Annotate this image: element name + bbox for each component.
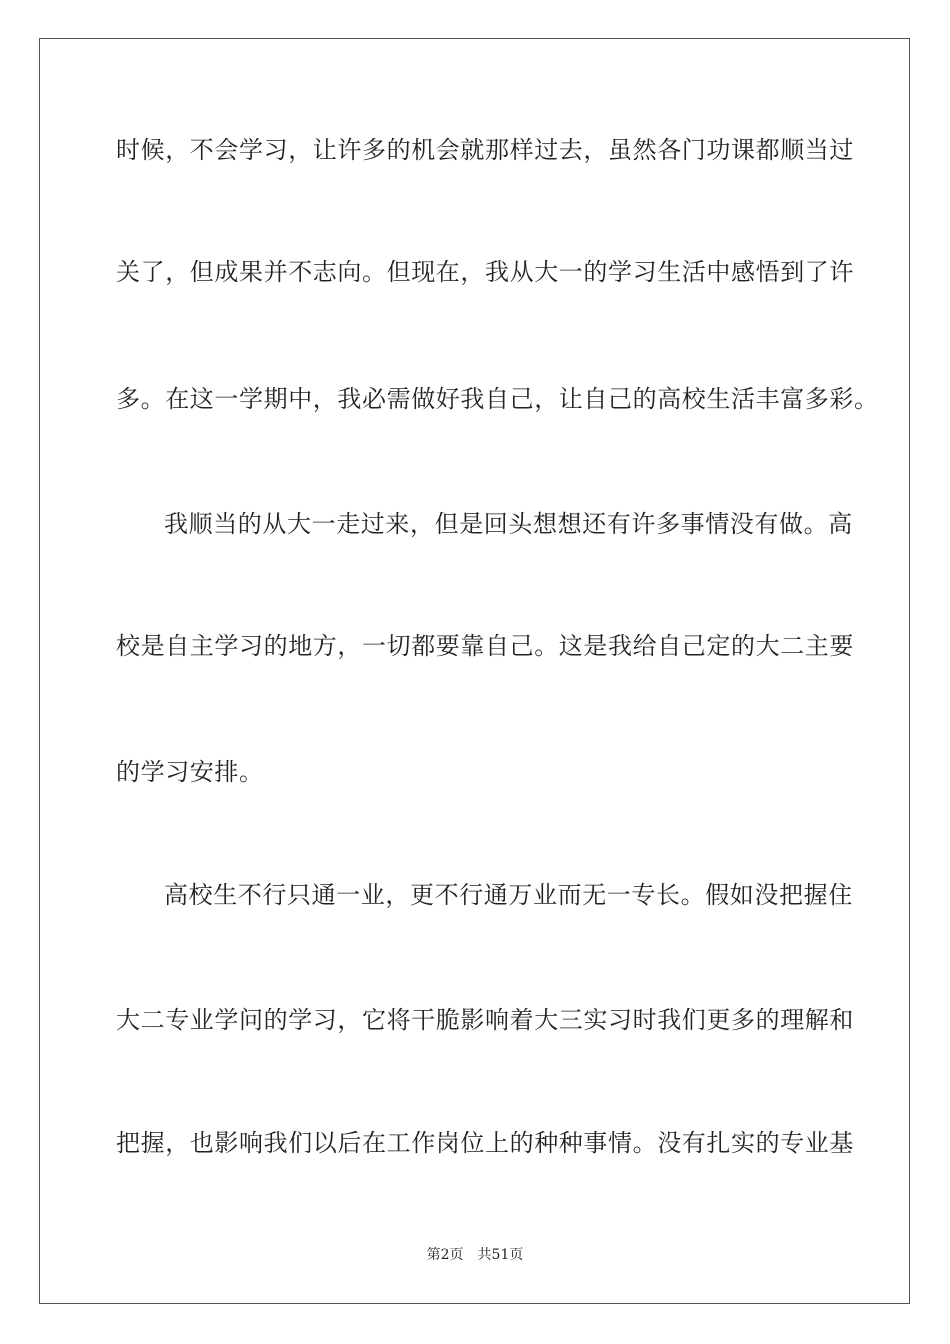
body-text-line: 时候，不会学习，让许多的机会就那样过去，虽然各门功课都顺当过 (116, 136, 854, 164)
body-text-line: 我顺当的从大一走过来，但是回头想想还有许多事情没有做。高 (164, 510, 853, 538)
body-text-line: 大二专业学问的学习，它将干脆影响着大三实习时我们更多的理解和 (116, 1006, 854, 1034)
body-text-line: 的学习安排。 (116, 758, 264, 786)
body-text-line: 把握，也影响我们以后在工作岗位上的种种事情。没有扎实的专业基 (116, 1129, 854, 1157)
body-text-line: 高校生不行只通一业，更不行通万业而无一专长。假如没把握住 (164, 881, 853, 909)
page-footer (0, 1245, 950, 1265)
page-total: 共51页 (477, 1247, 524, 1263)
body-text-line: 校是自主学习的地方，一切都要靠自己。这是我给自己定的大二主要 (116, 632, 854, 660)
body-text-line: 多。在这一学期中，我必需做好我自己，让自己的高校生活丰富多彩。 (116, 385, 879, 413)
page-number: 第2页 (426, 1247, 464, 1263)
body-text-line: 关了，但成果并不志向。但现在，我从大一的学习生活中感悟到了许 (116, 258, 854, 286)
page-border (39, 38, 910, 1304)
